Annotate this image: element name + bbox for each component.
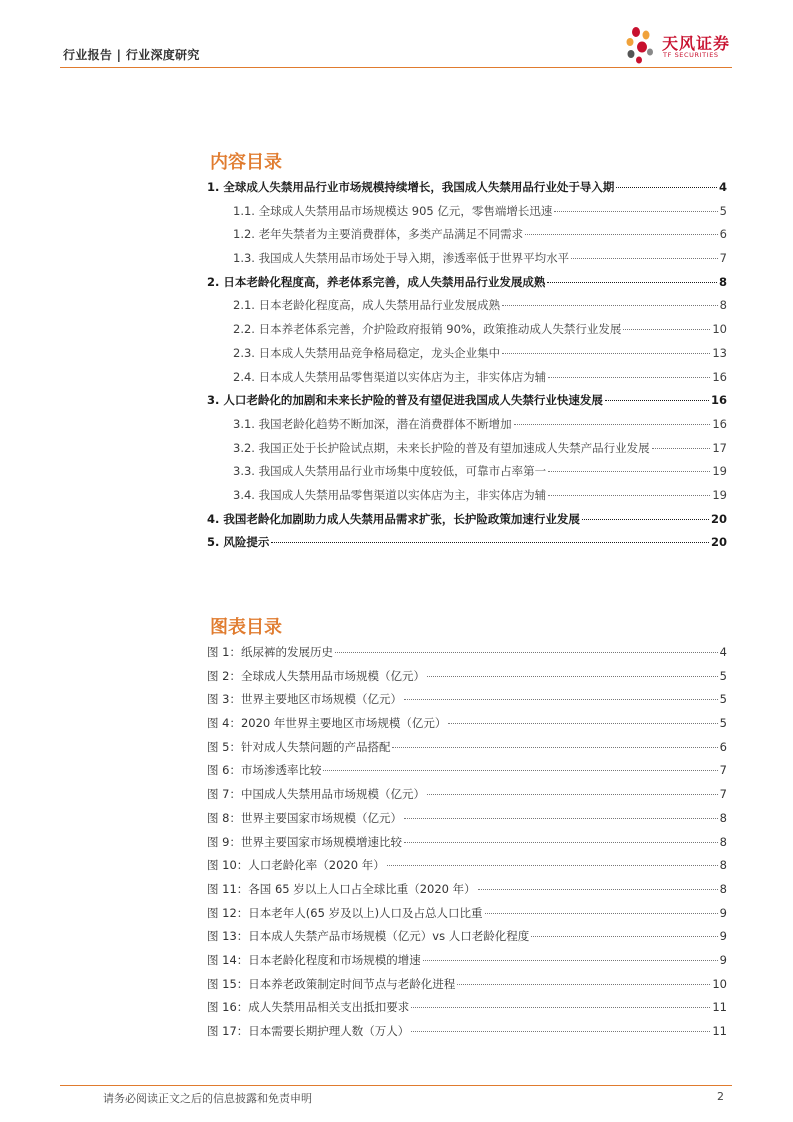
dot-leader <box>571 258 718 259</box>
toc-entry[interactable] <box>207 179 727 203</box>
toc-entry-page: 5 <box>719 203 727 218</box>
toc-entry[interactable] <box>207 416 727 440</box>
toc-entry[interactable] <box>207 250 727 274</box>
toc-entry-label: 2.2. 日本养老体系完善，介护险政府报销 90%，政策推动成人失禁行业发展 <box>233 322 622 337</box>
toc-entry-label: 3.4. 我国成人失禁用品零售渠道以实体店为主，非实体店为辅 <box>233 487 547 502</box>
toc-entry-label: 3.2. 我国正处于长护险试点期，未来长护险的普及有望加速成人失禁产品行业发展 <box>233 440 650 455</box>
toc-entry[interactable] <box>207 440 727 464</box>
figure-entry-page: 5 <box>719 692 727 707</box>
dot-leader <box>554 211 717 212</box>
toc-entry-page: 16 <box>712 369 727 384</box>
toc-entry[interactable] <box>207 203 727 227</box>
toc-entry-page: 6 <box>719 227 727 242</box>
toc-entry-label: 2.3. 日本成人失禁用品竞争格局稳定，龙头企业集中 <box>233 345 501 360</box>
logo-text-cn: 天风证券 <box>662 34 731 53</box>
toc-entry-page: 17 <box>712 440 727 455</box>
figure-entry[interactable] <box>207 857 727 881</box>
figure-entry-label: 图 12：日本老年人(65 岁及以上)人口及占总人口比重 <box>207 905 483 920</box>
toc-entry-label: 1.3. 我国成人失禁用品市场处于导入期，渗透率低于世界平均水平 <box>233 251 570 266</box>
figure-entry[interactable] <box>207 715 727 739</box>
dot-leader <box>531 936 717 937</box>
toc-entry[interactable] <box>207 226 727 250</box>
page-number: 2 <box>717 1090 724 1103</box>
figure-entry[interactable] <box>207 739 727 763</box>
figure-entry-page: 7 <box>719 763 727 778</box>
toc-entry-label: 2.1. 日本老龄化程度高，成人失禁用品行业发展成熟 <box>233 298 501 313</box>
dot-leader <box>404 842 718 843</box>
dot-leader <box>582 519 709 520</box>
figure-entry[interactable] <box>207 810 727 834</box>
toc-list <box>207 179 727 558</box>
toc-entry[interactable] <box>207 511 727 535</box>
figure-entry[interactable] <box>207 976 727 1000</box>
figure-entry-label: 图 16：成人失禁用品相关支出抵扣要求 <box>207 1000 410 1015</box>
footer-divider <box>60 1085 732 1086</box>
dot-leader <box>514 424 711 425</box>
toc-entry-page: 8 <box>718 274 727 289</box>
dot-leader <box>502 305 718 306</box>
figure-entry[interactable] <box>207 928 727 952</box>
figure-entry-label: 图 15：日本养老政策制定时间节点与老龄化进程 <box>207 976 456 991</box>
figure-entry-page: 7 <box>719 787 727 802</box>
toc-entry-page: 16 <box>710 393 727 408</box>
figure-entry-page: 8 <box>719 858 727 873</box>
toc-entry-label: 2.4. 日本成人失禁用品零售渠道以实体店为主，非实体店为辅 <box>233 369 547 384</box>
figure-entry-page: 9 <box>719 929 727 944</box>
figure-entry[interactable] <box>207 691 727 715</box>
dot-leader <box>411 1007 710 1008</box>
dot-leader <box>623 329 710 330</box>
figure-entry[interactable] <box>207 881 727 905</box>
toc-entry-label: 3.1. 我国老龄化趋势不断加深，潜在消费群体不断增加 <box>233 416 512 431</box>
figure-entry-page: 11 <box>712 1024 727 1038</box>
toc-entry-label: 4. 我国老龄化加剧助力成人失禁用品需求扩张，长护险政策加速行业发展 <box>207 511 580 526</box>
toc-entry[interactable] <box>207 463 727 487</box>
figure-entry-page: 5 <box>719 668 727 683</box>
toc-entry-page: 19 <box>712 464 727 479</box>
toc-entry-page: 7 <box>719 251 727 266</box>
figure-entry-page: 11 <box>712 1000 727 1015</box>
figure-entry-page: 4 <box>719 645 727 659</box>
toc-entry-page: 13 <box>712 345 727 360</box>
figure-entry-label: 图 1：纸尿裤的发展历史 <box>207 645 333 659</box>
header-title: 行业报告 | 行业深度研究 <box>63 48 200 62</box>
figure-entry-page: 10 <box>712 976 727 991</box>
dot-leader <box>448 723 717 724</box>
figure-entry-label: 图 10：人口老龄化率（2020 年） <box>207 858 385 873</box>
figure-entry-label: 图 14：日本老龄化程度和市场规模的增速 <box>207 952 421 967</box>
figure-entry-label: 图 8：世界主要国家市场规模（亿元） <box>207 810 402 825</box>
company-logo <box>622 25 732 65</box>
toc-entry-page: 20 <box>710 535 727 550</box>
figure-entry-page: 9 <box>719 952 727 967</box>
figure-entry[interactable] <box>207 952 727 976</box>
dot-leader <box>404 818 718 819</box>
figures-list <box>207 644 727 1047</box>
figure-entry[interactable] <box>207 834 727 858</box>
dot-leader <box>457 984 710 985</box>
figure-entry-label: 图 13：日本成人失禁产品市场规模（亿元）vs 人口老龄化程度 <box>207 929 530 944</box>
dot-leader <box>427 676 718 677</box>
toc-entry[interactable] <box>207 392 727 416</box>
dot-leader <box>404 699 718 700</box>
dot-leader <box>525 234 718 235</box>
dot-leader <box>547 282 717 283</box>
dot-leader <box>548 377 710 378</box>
figure-entry-label: 图 4：2020 年世界主要地区市场规模（亿元） <box>207 716 447 731</box>
dot-leader <box>392 747 717 748</box>
dot-leader <box>548 471 710 472</box>
toc-entry-label: 1. 全球成人失禁用品行业市场规模持续增长，我国成人失禁用品行业处于导入期 <box>207 180 615 194</box>
figure-entry[interactable] <box>207 644 727 668</box>
header-divider <box>60 67 732 68</box>
figure-entry[interactable] <box>207 1023 727 1047</box>
figure-entry-page: 6 <box>719 739 727 754</box>
toc-entry-page: 10 <box>712 322 727 337</box>
figure-entry-label: 图 9：世界主要国家市场规模增速比较 <box>207 834 402 849</box>
dot-leader <box>323 770 717 771</box>
toc-entry-page: 19 <box>712 487 727 502</box>
figure-entry[interactable] <box>207 762 727 786</box>
toc-entry-page: 8 <box>719 298 727 313</box>
dot-leader <box>485 913 718 914</box>
logo-text-en: TF SECURITIES <box>663 51 719 59</box>
dot-leader <box>411 1031 710 1032</box>
figure-entry-page: 8 <box>719 881 727 896</box>
figure-entry-label: 图 6：市场渗透率比较 <box>207 763 322 778</box>
figure-entry-label: 图 17：日本需要长期护理人数（万人） <box>207 1024 410 1038</box>
dot-leader <box>502 353 710 354</box>
toc-entry[interactable] <box>207 274 727 298</box>
figure-entry[interactable] <box>207 786 727 810</box>
figure-entry-label: 图 5：针对成人失禁问题的产品搭配 <box>207 739 391 754</box>
dot-leader <box>335 652 718 653</box>
logo-mark-icon <box>622 25 662 65</box>
toc-entry-label: 2. 日本老龄化程度高，养老体系完善，成人失禁用品行业发展成熟 <box>207 274 546 289</box>
footer-disclaimer: 请务必阅读正文之后的信息披露和免责申明 <box>103 1092 312 1105</box>
dot-leader <box>387 865 718 866</box>
toc-entry[interactable] <box>207 345 727 369</box>
toc-entry[interactable] <box>207 534 727 558</box>
figure-entry-page: 5 <box>719 716 727 731</box>
toc-entry-label: 3. 人口老龄化的加剧和未来长护险的普及有望促进我国成人失禁行业快速发展 <box>207 393 603 408</box>
figure-entry-label: 图 2：全球成人失禁用品市场规模（亿元） <box>207 668 425 683</box>
toc-entry[interactable] <box>207 487 727 511</box>
toc-entry-label: 1.2. 老年失禁者为主要消费群体，多类产品满足不同需求 <box>233 227 524 242</box>
toc-title: 内容目录 <box>210 152 282 173</box>
dot-leader <box>652 448 711 449</box>
toc-entry-label: 5. 风险提示 <box>207 535 270 550</box>
figure-entry-label: 图 11：各国 65 岁以上人口占全球比重（2020 年） <box>207 881 476 896</box>
dot-leader <box>605 400 709 401</box>
figure-entry-label: 图 7：中国成人失禁用品市场规模（亿元） <box>207 787 425 802</box>
toc-entry[interactable] <box>207 321 727 345</box>
toc-entry[interactable] <box>207 369 727 393</box>
figures-title: 图表目录 <box>210 617 282 638</box>
dot-leader <box>478 889 718 890</box>
toc-entry-page: 4 <box>718 180 727 194</box>
figure-entry[interactable] <box>207 668 727 692</box>
figure-entry-page: 9 <box>719 905 727 920</box>
figure-entry[interactable] <box>207 999 727 1023</box>
toc-entry-label: 1.1. 全球成人失禁用品市场规模达 905 亿元，零售端增长迅速 <box>233 203 553 218</box>
dot-leader <box>427 794 718 795</box>
dot-leader <box>271 542 709 543</box>
dot-leader <box>548 495 710 496</box>
figure-entry-label: 图 3：世界主要地区市场规模（亿元） <box>207 692 402 707</box>
dot-leader <box>616 187 717 188</box>
toc-entry-page: 16 <box>712 416 727 431</box>
figure-entry-page: 8 <box>719 810 727 825</box>
toc-entry[interactable] <box>207 297 727 321</box>
figure-entry-page: 8 <box>719 834 727 849</box>
toc-entry-page: 20 <box>710 511 727 526</box>
dot-leader <box>423 960 718 961</box>
figure-entry[interactable] <box>207 905 727 929</box>
toc-entry-label: 3.3. 我国成人失禁用品行业市场集中度较低，可靠市占率第一 <box>233 464 547 479</box>
